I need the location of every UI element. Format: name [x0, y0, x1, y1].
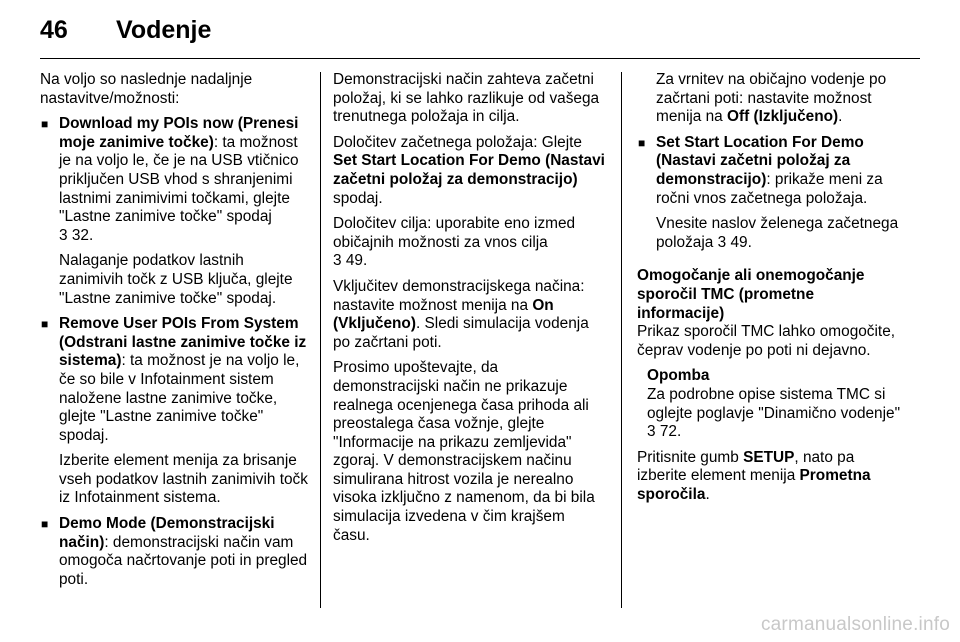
sub-paragraph — [637, 215, 905, 252]
section-heading: Omogočanje ali onemogočanje sporočil TMC (prometne informacije) — [637, 267, 865, 322]
column-2 — [333, 71, 605, 552]
column-divider-2 — [621, 72, 622, 608]
option-name: Prometna sporočila — [637, 467, 871, 503]
option-description: : ta možnost je na voljo le, če so bile v Infotainment sistem naložene lastne zanimive točke, glejte "Lastne zanimive točke" spodaj. — [59, 352, 300, 444]
page-reference: 3 32. — [59, 226, 94, 244]
option-name: Off (Izključeno) — [727, 108, 839, 126]
option-description: : demonstracijski način vam omogoča načrtovanje poti in pregled poti. — [59, 533, 308, 588]
page-number: 46 — [40, 16, 68, 44]
paragraph — [333, 278, 605, 352]
header-rule — [40, 58, 920, 59]
paragraph-text: . Sledi simulacija vodenja po začrtani poti. — [333, 315, 589, 351]
sub-paragraph: Izberite element menija za brisanje vseh podatkov lastnih zanimivih točk iz Infotainment sistema. — [59, 452, 308, 507]
sub-paragraph: Nalaganje podatkov lastnih zanimivih točk z USB ključa, glejte "Lastne zanimive točke" spodaj. — [59, 252, 293, 307]
option-name: Remove User POIs From System (Odstrani lastne zanimive točke iz sistema) — [59, 315, 307, 370]
list-item-remove-pois — [40, 315, 308, 445]
column-divider-1 — [320, 72, 321, 608]
list-item-start-location — [637, 134, 905, 208]
note-text: Za podrobne opise sistema TMC si oglejte poglavje "Dinamično vodenje" — [647, 385, 901, 422]
button-name: SETUP — [743, 448, 795, 466]
paragraph-text: . — [705, 485, 710, 503]
paragraph-text: . — [838, 108, 843, 126]
option-name: On (Vključeno) — [333, 296, 554, 333]
option-name: Set Start Location For Demo (Nastavi začetni položaj za demonstracijo) — [656, 133, 864, 188]
paragraph — [637, 449, 905, 505]
paragraph: Demonstracijski način zahteva začetni položaj, ki se lahko razlikuje od vašega trenutnega položaja in cilja. — [333, 71, 600, 126]
watermark: carmanualsonline.info — [760, 614, 950, 635]
option-description: : ta možnost je na voljo le, če je na USB vtičnico priključen USB vhod s shranjenimi lastnimi zanimivimi točkami, glejte "Lastne zanimive točke" spodaj — [59, 133, 299, 226]
paragraph — [333, 134, 605, 208]
paragraph — [637, 71, 905, 127]
note-title: Opomba — [647, 367, 710, 385]
option-name: Download my POIs now (Prenesi moje zanimive točke) — [59, 115, 299, 151]
paragraph-text: Vključitev demonstracijskega načina: nastavite možnost menija na — [333, 277, 585, 314]
paragraph-text: Pritisnite gumb — [637, 448, 744, 466]
paragraph-text: Vnesite naslov želenega začetnega položaja — [656, 215, 899, 251]
paragraph-text: Določitev cilja: uporabite eno izmed običajnih možnosti za vnos cilja — [333, 215, 576, 251]
chapter-title: Vodenje — [116, 16, 212, 44]
list-item-demo-mode — [40, 515, 308, 589]
note-box — [637, 367, 905, 441]
page-reference: 3 49. — [333, 252, 368, 270]
option-name: Set Start Location For Demo (Nastavi začetni položaj za demonstracijo) — [333, 152, 605, 188]
paragraph: Prikaz sporočil TMC lahko omogočite, čeprav vodenje po poti ni dejavno. — [637, 323, 896, 359]
page-reference: 3 49. — [717, 233, 752, 251]
option-description: : prikaže meni za ročni vnos začetnega položaja. — [656, 170, 883, 207]
paragraph-text: Določitev začetnega položaja: Glejte — [333, 133, 582, 151]
intro-text: Na voljo so naslednje nadaljnje nastavitve/možnosti: — [40, 71, 253, 107]
page-header — [40, 16, 211, 50]
option-name: Demo Mode (Demonstracijski način) — [59, 515, 275, 551]
column-1 — [40, 71, 308, 596]
paragraph-text: spodaj. — [333, 189, 383, 207]
paragraph-text: , nato pa izberite element menija — [637, 448, 855, 485]
list-item-download-pois — [40, 115, 308, 245]
page-reference: 3 72. — [647, 423, 682, 441]
column-3 — [637, 71, 905, 511]
paragraph — [333, 215, 605, 271]
paragraph: Prosimo upoštevajte, da demonstracijski način ne prikazuje realnega ocenjenega časa prihoda ali preostalega časa vožnje, glejte "Informacije na prikazu zemljevida" zgoraj. V demonstracijskem načinu simulirana hitrost vozila je nerealno visoka izključno z namenom, da bi bila simulacija izvedena v čim krajšem času. — [333, 359, 595, 544]
paragraph-text: Za vrnitev na običajno vodenje po začrtani poti: nastavite možnost menija na — [656, 71, 887, 126]
